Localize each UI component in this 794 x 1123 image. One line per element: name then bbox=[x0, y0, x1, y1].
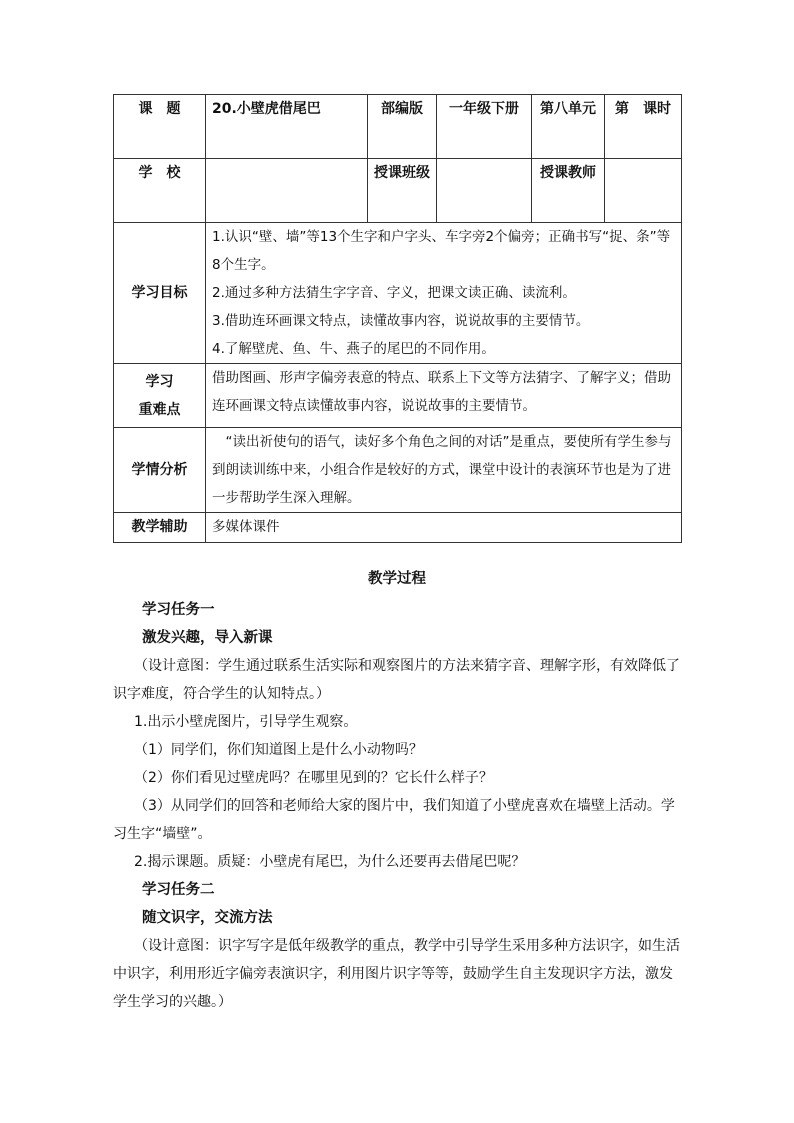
edition: 部编版 bbox=[368, 95, 437, 159]
analysis-content: “读出祈使句的语气，读好多个角色之间的对话”是重点，要使所有学生参与到朗读训练中来，小组合作是较好的方式，课堂中设计的表演环节也是为了进一步帮助学生深入理解。 bbox=[206, 428, 682, 513]
goal-item: 1.认识“壁、墙”等13个生字和户字头、车字旁2个偏旁；正确书写“捉、条”等8个生字。 bbox=[212, 229, 671, 273]
label-analysis: 学情分析 bbox=[114, 428, 206, 513]
label-title: 课 题 bbox=[114, 95, 206, 159]
row-title bbox=[114, 95, 682, 159]
label-aids: 教学辅助 bbox=[114, 513, 206, 543]
row-school bbox=[114, 159, 682, 223]
key-points-content: 借助图画、形声字偏旁表意的特点、联系上下文等方法猜字、了解字义；借助连环画课文特点读懂故事内容，说说故事的主要情节。 bbox=[206, 364, 682, 428]
period: 第 课时 bbox=[605, 95, 682, 159]
label-teacher: 授课教师 bbox=[532, 159, 605, 223]
row-goals bbox=[114, 223, 682, 364]
goals-content bbox=[206, 223, 682, 364]
label-key-points-line1: 学习 bbox=[145, 373, 174, 390]
unit: 第八单元 bbox=[532, 95, 605, 159]
task1-question1: （1）同学们，你们知道图上是什么小动物吗？ bbox=[134, 742, 423, 758]
lesson-info-table bbox=[113, 94, 682, 543]
aids-content: 多媒体课件 bbox=[206, 513, 682, 543]
grade: 一年级下册 bbox=[437, 95, 532, 159]
label-key-points bbox=[114, 364, 206, 428]
process-title: 教学过程 bbox=[368, 571, 426, 587]
school-value bbox=[206, 159, 368, 223]
class-value bbox=[437, 159, 532, 223]
task2-title: 学习任务二 bbox=[142, 882, 215, 898]
teacher-value bbox=[605, 159, 682, 223]
label-key-points-line2: 重难点 bbox=[138, 401, 181, 418]
label-class: 授课班级 bbox=[368, 159, 437, 223]
task1-subtitle: 激发兴趣，导入新课 bbox=[142, 630, 273, 646]
goal-item: 2.通过多种方法猜生字字音、字义，把课文读正确、读流利。 bbox=[212, 285, 576, 301]
goal-item: 4.了解壁虎、鱼、牛、燕子的尾巴的不同作用。 bbox=[212, 341, 495, 357]
row-analysis bbox=[114, 428, 682, 513]
goal-item: 3.借助连环画课文特点，读懂故事内容，说说故事的主要情节。 bbox=[212, 313, 590, 329]
task1-step1: 1.出示小壁虎图片，引导学生观察。 bbox=[134, 714, 358, 730]
row-key-points bbox=[114, 364, 682, 428]
task2-subtitle: 随文识字，交流方法 bbox=[142, 910, 273, 926]
teaching-process bbox=[113, 566, 681, 1016]
task1-question2: （2）你们看见过壁虎吗？在哪里见到的？它长什么样子？ bbox=[134, 770, 493, 786]
task1-question3: （3）从同学们的回答和老师给大家的图片中，我们知道了小壁虎喜欢在墙壁上活动。学习生字“墙壁”。 bbox=[113, 798, 675, 842]
task1-intent: （设计意图：学生通过联系生活实际和观察图片的方法来猜字音、理解字形，有效降低了识字难度，符合学生的认知特点。） bbox=[113, 658, 680, 702]
row-aids bbox=[114, 513, 682, 543]
task1-title: 学习任务一 bbox=[142, 602, 215, 618]
label-goals: 学习目标 bbox=[114, 223, 206, 364]
label-school: 学 校 bbox=[114, 159, 206, 223]
task2-intent: （设计意图：识字写字是低年级教学的重点，教学中引导学生采用多种方法识字，如生活中识字，利用形近字偏旁表演识字，利用图片识字等等，鼓励学生自主发现识字方法，激发学生学习的兴趣。） bbox=[113, 938, 680, 1010]
lesson-title: 20.小壁虎借尾巴 bbox=[206, 95, 368, 159]
task1-step2: 2.揭示课题。质疑：小壁虎有尾巴，为什么还要再去借尾巴呢？ bbox=[134, 854, 526, 870]
